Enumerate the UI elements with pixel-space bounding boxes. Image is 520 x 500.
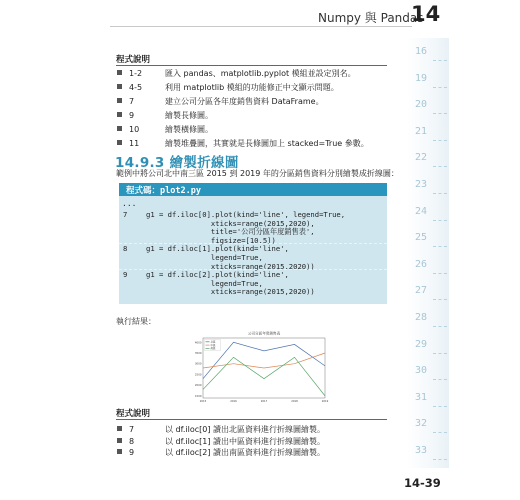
run-result-label: 執行結果： [116, 317, 156, 326]
explanation-text: 以 df.iloc[1] 讀出中區資料進行折線圖繪製。 [165, 436, 326, 446]
code-filename: 程式碼：plot2.py [126, 186, 201, 196]
side-tab-divider [433, 193, 447, 194]
bullet-icon [117, 449, 122, 454]
explanation-item [117, 68, 356, 79]
side-tab-number: 31 [415, 391, 428, 403]
series-line-1 [203, 353, 325, 368]
explanation-text: 匯入 pandas、matplotlib.pyplot 模組並設定別名。 [165, 69, 356, 78]
explanation-rule-top [116, 65, 387, 66]
side-tab-number: 22 [415, 152, 428, 164]
code-line-text: g1 = df.iloc[0].plot(kind='line', legend=True, [146, 210, 346, 219]
explanation-item [117, 82, 339, 93]
explanation-item [117, 436, 325, 447]
y-tick-label: 4000 [194, 341, 202, 345]
explanation-text: 繪製長條圖。 [165, 111, 213, 120]
explanation-text: 以 df.iloc[0] 讀出北區資料進行折線圖繪製。 [165, 425, 326, 434]
explanation-text: 以 df.iloc[2] 讀出南區資料進行折線圖繪製。 [165, 448, 326, 457]
code-line-text: xticks=range(2015,2020)) [146, 261, 315, 271]
side-tab-divider [433, 166, 447, 167]
explanation-text: 繪製橫條圖。 [165, 125, 213, 134]
explanation-line-number: 4-5 [129, 83, 143, 92]
side-tab-number: 25 [415, 232, 428, 244]
code-line-number: 8 [123, 244, 128, 254]
side-tab-number: 26 [415, 258, 428, 270]
explanation-heading-top: 程式說明 [116, 55, 151, 65]
y-tick-label: 2500 [194, 373, 202, 377]
side-tab-divider [433, 113, 447, 114]
explanation-item [117, 124, 213, 135]
explanation-line-number: 7 [129, 97, 135, 106]
side-tab-divider [433, 406, 447, 407]
side-tab-number: 30 [415, 365, 428, 377]
explanation-line-number: 7 [129, 425, 135, 434]
side-tab-number: 19 [415, 72, 428, 84]
x-tick-label: 2016 [230, 400, 237, 403]
side-tab-divider [433, 60, 447, 61]
chapter-number: 14 [411, 2, 441, 26]
side-tab-divider [433, 87, 447, 88]
side-tab-number: 29 [415, 338, 428, 350]
side-tab-divider [433, 459, 447, 460]
bullet-icon [117, 98, 122, 103]
explanation-rule-bottom [116, 419, 387, 420]
section-intro: 範例中將公司北中南三區 2015 到 2019 年的分區銷售資料分別繪製成折線圖： [116, 169, 399, 178]
y-tick-label: 3000 [194, 362, 202, 366]
code-line-text: title='公司分區年度銷售表', [146, 227, 315, 237]
side-tab-number: 23 [415, 179, 428, 190]
bullet-icon [117, 70, 122, 75]
bullet-icon [117, 126, 122, 131]
side-tab-divider [433, 432, 447, 433]
side-tab-number: 33 [415, 445, 428, 456]
explanation-text: 繪製堆疊圖，其實就是長條圖加上 stacked=True 參數。 [165, 139, 369, 148]
explanation-text: 利用 matplotlib 模組的功能修正中文顯示問題。 [165, 83, 339, 92]
legend-label: 北區 [210, 340, 216, 344]
code-line-text: legend=True, [146, 253, 263, 262]
side-tab-number: 16 [415, 46, 428, 57]
side-tab-number: 24 [415, 205, 428, 217]
side-tab-divider [433, 273, 447, 274]
code-ellipsis: ... [122, 199, 137, 208]
explanation-heading-bottom: 程式說明 [116, 409, 151, 419]
bullet-icon [117, 140, 122, 145]
code-line-number: 7 [123, 210, 128, 219]
bullet-icon [117, 84, 122, 89]
series-line-2 [203, 357, 325, 396]
legend-label: 中區 [210, 343, 216, 347]
page-number: 14-39 [404, 476, 441, 490]
legend-label: 南區 [210, 347, 216, 351]
side-tab-divider [433, 220, 447, 221]
side-tab-number: 28 [415, 312, 428, 323]
result-line-chart [191, 330, 331, 406]
code-line-text: legend=True, [146, 278, 263, 288]
y-tick-label: 3500 [194, 352, 202, 355]
explanation-item [117, 447, 325, 458]
side-tab-strip [407, 38, 449, 468]
header-rule [110, 26, 412, 27]
side-tab-divider [433, 353, 447, 354]
running-header-title: Numpy 與 Pandas [318, 11, 424, 25]
explanation-item [117, 424, 325, 435]
code-line-text: g1 = df.iloc[2].plot(kind='line', [146, 270, 289, 280]
y-tick-label: 2000 [194, 384, 202, 388]
y-tick-label: 1500 [194, 394, 202, 398]
code-line-text: figsize=[10,5]) [146, 235, 276, 245]
explanation-line-number: 9 [129, 448, 135, 457]
side-tab-divider [433, 140, 447, 141]
side-tab-divider [433, 299, 447, 300]
explanation-item [117, 96, 324, 107]
bullet-icon [117, 438, 122, 443]
explanation-line-number: 10 [129, 125, 140, 134]
x-tick-label: 2019 [321, 400, 329, 403]
side-tab-number: 20 [415, 99, 428, 111]
side-tab-number: 21 [415, 125, 428, 137]
x-tick-label: 2015 [199, 400, 207, 403]
x-tick-label: 2017 [260, 400, 268, 403]
explanation-text: 建立公司分區各年度銷售資料 DataFrame。 [165, 97, 324, 106]
side-tab-divider [433, 379, 447, 380]
explanation-item [117, 138, 369, 149]
explanation-line-number: 8 [129, 436, 135, 446]
code-line-text: g1 = df.iloc[1].plot(kind='line', [146, 244, 289, 254]
chart-title: 公司分區年度銷售表 [247, 331, 281, 336]
side-tab-number: 32 [415, 418, 428, 430]
explanation-item [117, 110, 213, 121]
code-header [119, 183, 387, 196]
code-line-text: xticks=range(2015,2020), [146, 218, 315, 228]
side-tab-divider [433, 326, 447, 327]
x-tick-label: 2018 [291, 400, 298, 403]
explanation-line-number: 9 [129, 111, 135, 120]
bullet-icon [117, 112, 122, 117]
section-heading: 14.9.3 繪製折線圖 [115, 155, 239, 171]
side-tab-divider [433, 246, 447, 247]
explanation-line-number: 11 [129, 139, 140, 148]
explanation-line-number: 1-2 [129, 69, 143, 78]
code-line-text: xticks=range(2015,2020)) [146, 287, 315, 297]
code-line-number: 9 [123, 270, 128, 280]
bullet-icon [117, 426, 122, 431]
side-tab-number: 27 [415, 285, 428, 297]
